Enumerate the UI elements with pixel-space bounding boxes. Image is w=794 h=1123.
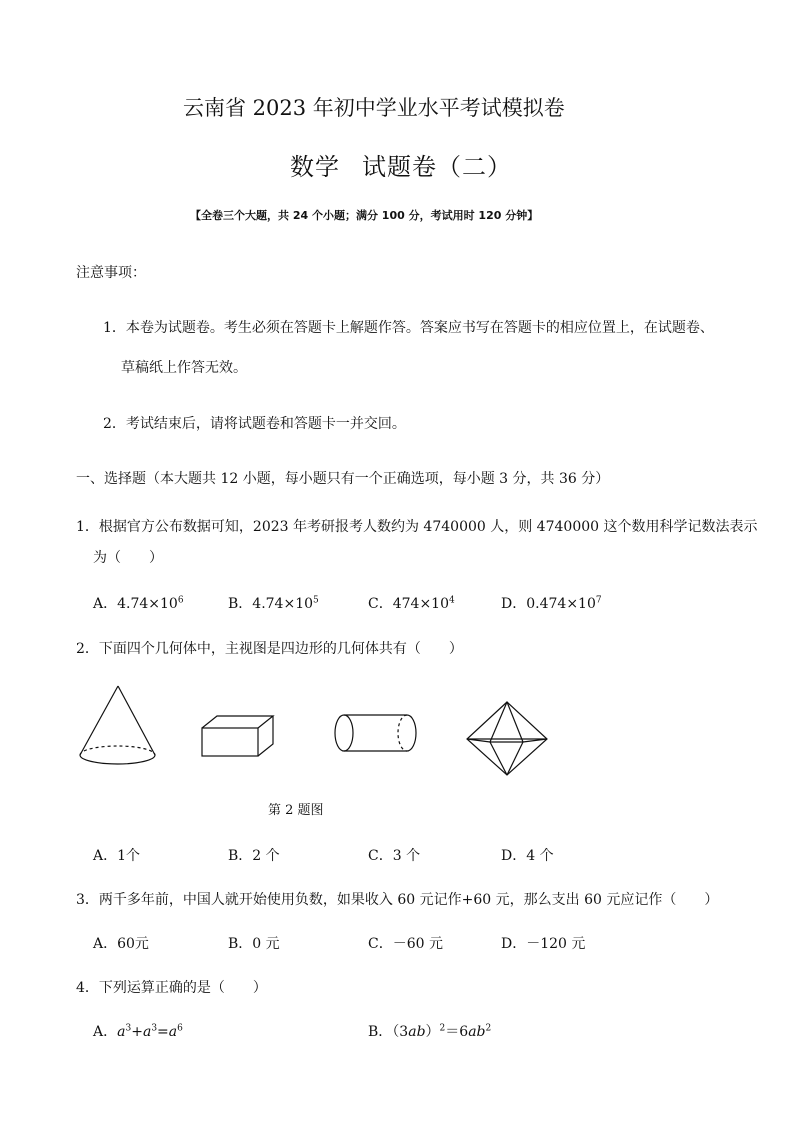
option-base: 474×10 — [392, 596, 449, 612]
option-exp: 7 — [595, 595, 602, 606]
q3-option-b[interactable]: B．0 元 — [228, 936, 280, 952]
q1-option-c[interactable] — [368, 593, 455, 613]
q4-option-b[interactable] — [368, 1021, 491, 1041]
option-label: A． — [93, 596, 118, 612]
question-2-figure — [70, 680, 570, 780]
exp: 2 — [439, 1023, 446, 1034]
question-3-text: 3．两千多年前，中国人就开始使用负数，如果收入 60 元记作+60 元，那么支出 60 元应记作（ ） — [76, 892, 719, 908]
plus-sign: + — [131, 1024, 143, 1040]
q2-option-a[interactable]: A．1个 — [93, 848, 141, 864]
section-heading: 一、选择题（本大题共 12 小题，每小题只有一个正确选项，每小题 3 分，共 36 分） — [76, 471, 610, 487]
var-ab: ab — [468, 1024, 486, 1040]
exp: 6 — [177, 1023, 183, 1034]
exp: 3 — [151, 1023, 158, 1034]
open-paren: （3 — [392, 1024, 409, 1040]
option-exp: 4 — [449, 595, 455, 606]
question-2-text: 2．下面四个几何体中，主视图是四边形的几何体共有（ ） — [76, 641, 463, 657]
option-base: 4.74×10 — [252, 596, 314, 612]
question-4-text: 4．下列运算正确的是（ ） — [76, 980, 267, 996]
exam-info: 【全卷三个大题，共 24 个小题；满分 100 分，考试用时 120 分钟】 — [190, 209, 539, 222]
option-label: B． — [228, 596, 253, 612]
cone-shape — [80, 686, 155, 764]
notice-item-1: 1．本卷为试题卷。考生必须在答题卡上解题作答。答案应书写在答题卡的相应位置上，在试题卷、 — [103, 320, 714, 336]
notice-heading: 注意事项： — [76, 265, 146, 281]
question-1-text: 1．根据官方公布数据可知，2023 年考研报考人数约为 4740000 人，则 4740000 这个数用科学记数法表示 — [76, 519, 758, 535]
subject-label: 数学 — [290, 153, 340, 181]
exp: 3 — [125, 1023, 132, 1034]
exam-title: 云南省 2023 年初中学业水平考试模拟卷 — [183, 96, 565, 120]
option-label: A． — [93, 1024, 118, 1040]
var-a: a — [142, 1024, 152, 1040]
q4-option-a[interactable] — [93, 1021, 183, 1041]
exam-subtitle — [290, 147, 512, 182]
notice-item-2: 2．考试结束后，请将试题卷和答题卡一并交回。 — [103, 416, 406, 432]
option-base: 4.74×10 — [117, 596, 178, 612]
q2-option-d[interactable]: D．4 个 — [501, 848, 554, 864]
close-paren: ） — [425, 1024, 440, 1040]
equals-six: ＝6 — [445, 1024, 469, 1040]
option-base: 0.474×10 — [526, 596, 596, 612]
cuboid-shape — [202, 716, 273, 756]
q3-option-c[interactable]: C．－60 元 — [368, 936, 443, 952]
exp: 2 — [485, 1023, 492, 1034]
notice-item-1-cont: 草稿纸上作答无效。 — [121, 360, 247, 376]
octahedron-shape — [467, 702, 547, 775]
question-1-text-cont: 为（ ） — [93, 550, 163, 566]
equals-sign: = — [157, 1024, 169, 1040]
figure-caption: 第 2 题图 — [268, 803, 324, 818]
q3-option-a[interactable]: A．60元 — [93, 936, 149, 952]
option-exp: 5 — [313, 595, 319, 606]
var-a: a — [117, 1024, 126, 1040]
q2-option-b[interactable]: B．2 个 — [228, 848, 280, 864]
option-label: D． — [501, 596, 527, 612]
q2-option-c[interactable]: C．3 个 — [368, 848, 421, 864]
q1-option-a[interactable] — [93, 593, 184, 613]
cylinder-shape — [335, 715, 416, 751]
q3-option-d[interactable]: D．－120 元 — [501, 936, 586, 952]
option-label: C． — [368, 596, 393, 612]
option-label: B． — [368, 1024, 393, 1040]
paper-label: 试题卷（二） — [362, 153, 512, 181]
var-a: a — [168, 1024, 178, 1040]
q1-option-b[interactable] — [228, 593, 319, 613]
var-ab: ab — [408, 1024, 426, 1040]
q1-option-d[interactable] — [501, 593, 602, 613]
option-exp: 6 — [177, 595, 184, 606]
